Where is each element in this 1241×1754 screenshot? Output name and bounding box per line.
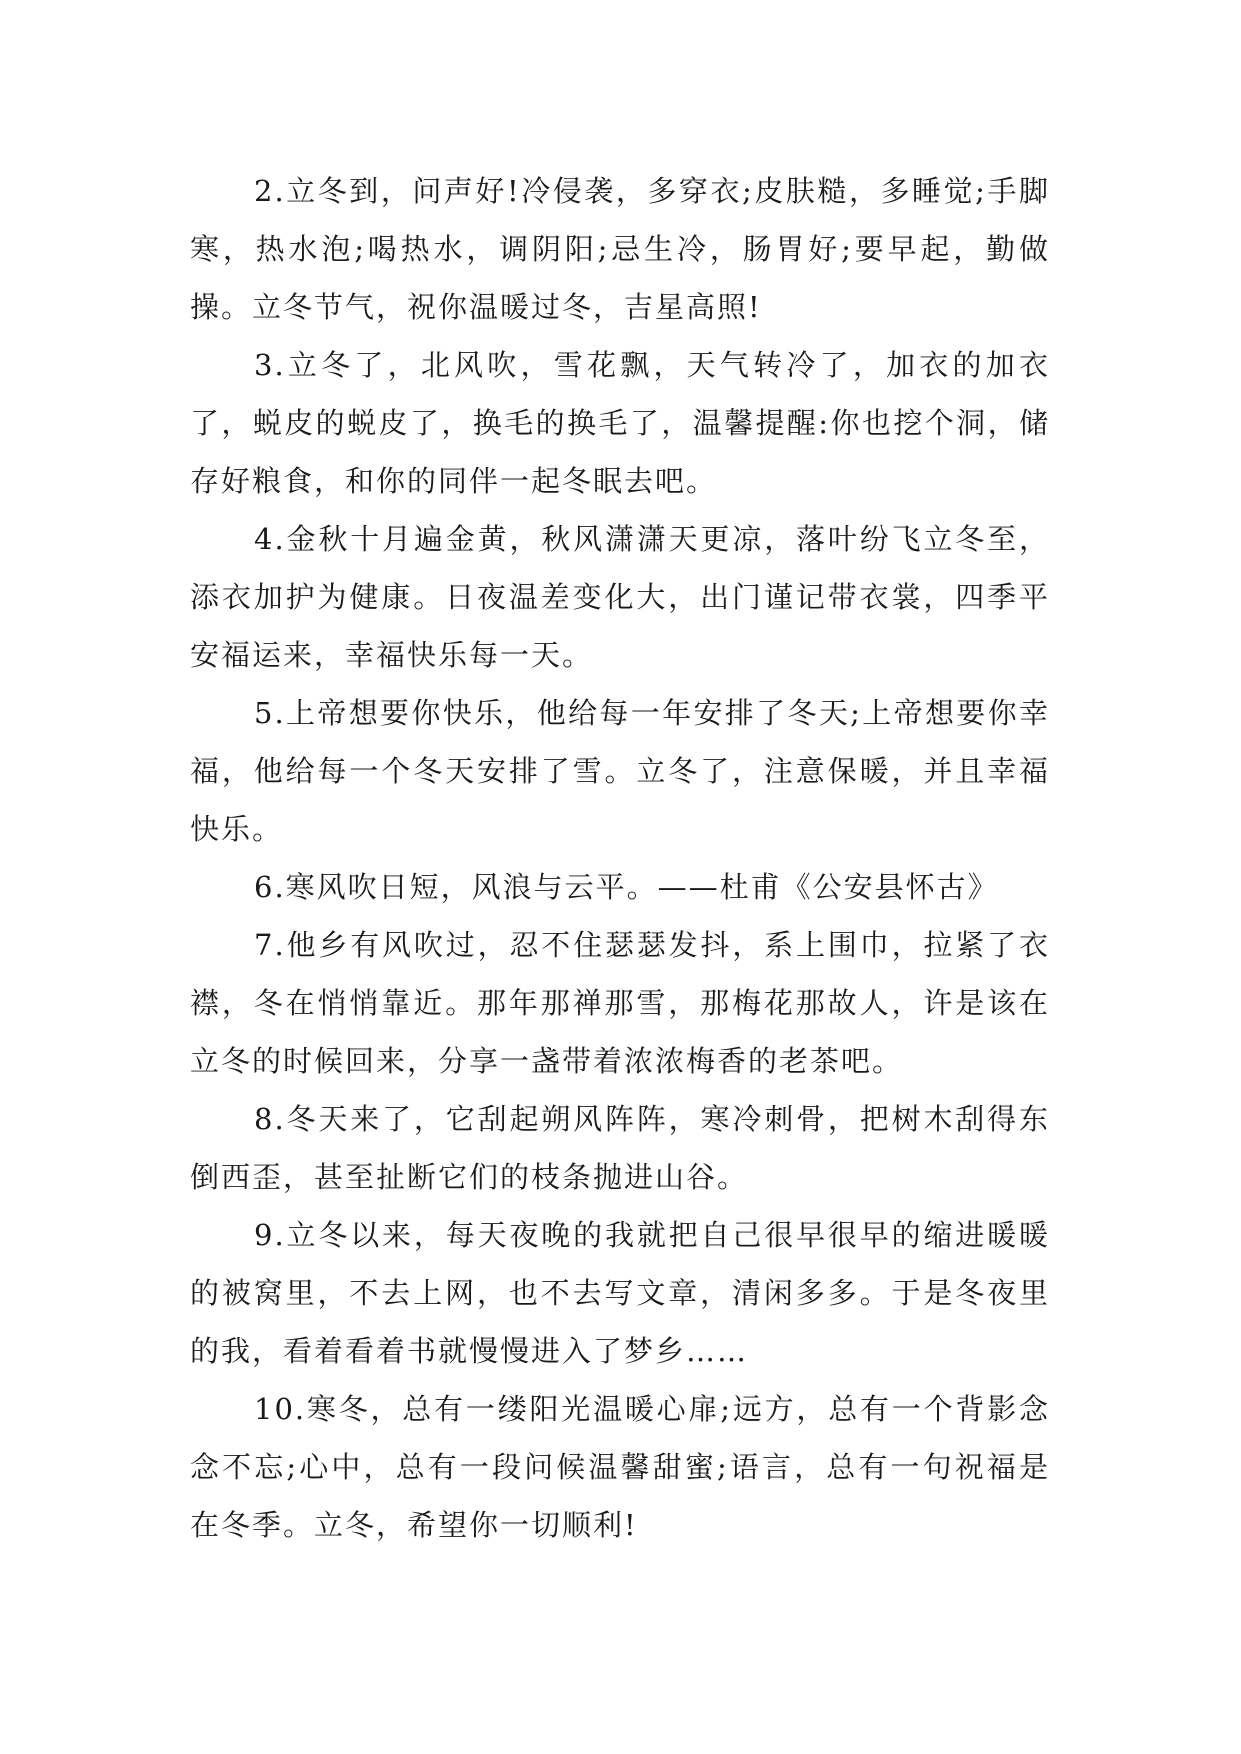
paragraph-2: 2.立冬到，问声好!冷侵袭，多穿衣;皮肤糙，多睡觉;手脚寒，热水泡;喝热水，调阴阳;忌生冷，肠胃好;要早起，勤做操。立冬节气，祝你温暖过冬，吉星高照! — [190, 174, 1050, 324]
paragraph-8: 8.冬天来了，它刮起朔风阵阵，寒冷刺骨，把树木刮得东倒西歪，甚至扯断它们的枝条抛进山谷。 — [190, 1102, 1050, 1194]
paragraph-9: 9.立冬以来，每天夜晚的我就把自己很早很早的缩进暖暖的被窝里，不去上网，也不去写文章，清闲多多。于是冬夜里的我，看着看着书就慢慢进入了梦乡…… — [190, 1218, 1050, 1368]
paragraph-4: 4.金秋十月遍金黄，秋风潇潇天更凉，落叶纷飞立冬至，添衣加护为健康。日夜温差变化大，出门谨记带衣裳，四季平安福运来，幸福快乐每一天。 — [190, 522, 1050, 672]
paragraph-7: 7.他乡有风吹过，忍不住瑟瑟发抖，系上围巾，拉紧了衣襟，冬在悄悄靠近。那年那禅那雪，那梅花那故人，许是该在立冬的时候回来，分享一盏带着浓浓梅香的老茶吧。 — [190, 928, 1050, 1078]
paragraph-5: 5.上帝想要你快乐，他给每一年安排了冬天;上帝想要你幸福，他给每一个冬天安排了雪。立冬了，注意保暖，并且幸福快乐。 — [190, 696, 1050, 846]
paragraph-6: 6.寒风吹日短，风浪与云平。——杜甫《公安县怀古》 — [254, 870, 999, 904]
paragraph-3: 3.立冬了，北风吹，雪花飘，天气转冷了，加衣的加衣了，蜕皮的蜕皮了，换毛的换毛了，温馨提醒:你也挖个洞，储存好粮食，和你的同伴一起冬眠去吧。 — [190, 348, 1050, 498]
document-body — [190, 162, 1050, 1554]
paragraph-10: 10.寒冬，总有一缕阳光温暖心扉;远方，总有一个背影念念不忘;心中，总有一段问候温馨甜蜜;语言，总有一句祝福是在冬季。立冬，希望你一切顺利! — [190, 1392, 1050, 1542]
